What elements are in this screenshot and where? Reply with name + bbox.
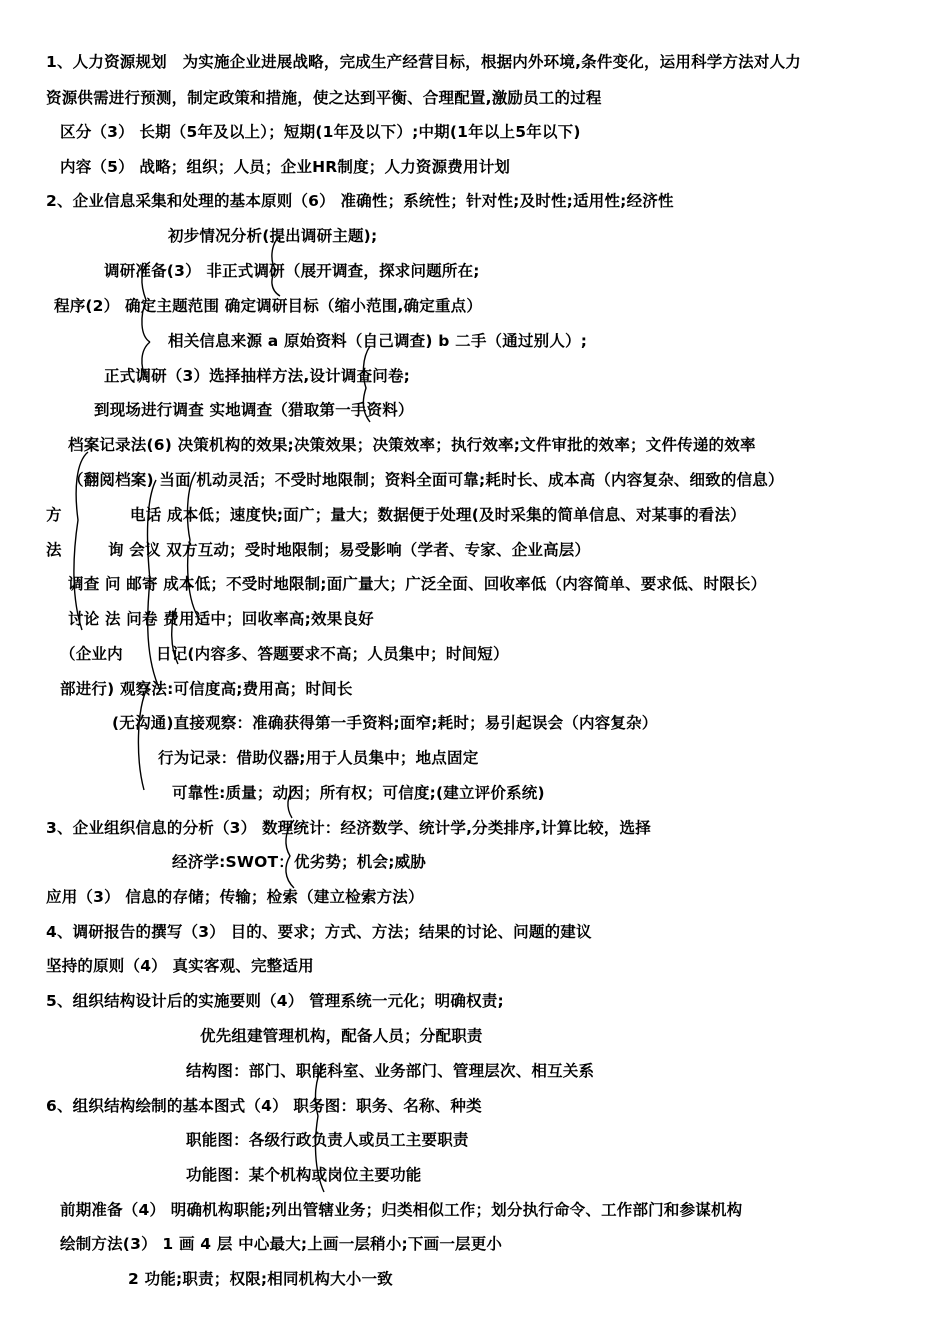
text-line: 内容（5） 战略；组织；人员；企业HR制度；人力资源费用计划 [60, 158, 511, 176]
text-line: 讨论 法 问卷 费用适中；回收率高;效果良好 [68, 610, 374, 628]
text-line: 资源供需进行预测，制定政策和措施，使之达到平衡、合理配置,激励员工的过程 [46, 89, 602, 107]
text-line: 可靠性:质量；动因；所有权；可信度;(建立评价系统) [172, 784, 545, 802]
text-line: 1、人力资源规划 为实施企业进展战略，完成生产经营目标，根据内外环境,条件变化，运用科学方法对人力 [46, 53, 801, 71]
text-line: 5、组织结构设计后的实施要则（4） 管理系统一元化；明确权责; [46, 992, 504, 1010]
text-line: 到现场进行调查 实地调查（猎取第一手资料） [94, 401, 414, 419]
text-line: 应用（3） 信息的存储；传输；检索（建立检索方法） [46, 888, 424, 906]
text-line: 坚持的原则（4） 真实客观、完整适用 [46, 957, 314, 975]
text-line: 优先组建管理机构，配备人员；分配职责 [200, 1027, 483, 1045]
text-line: 职能图：各级行政负责人或员工主要职责 [186, 1131, 469, 1149]
text-line: 区分（3） 长期（5年及以上）；短期(1年及以下）;中期(1年以上5年以下) [60, 123, 581, 141]
text-line: 4、调研报告的撰写（3） 目的、要求；方式、方法；结果的讨论、问题的建议 [46, 923, 592, 941]
text-line: 3、企业组织信息的分析（3） 数理统计：经济数学、统计学,分类排序,计算比较，选择 [46, 819, 651, 837]
text-line: 方 [46, 506, 62, 524]
text-line: 结构图：部门、职能科室、业务部门、管理层次、相互关系 [186, 1062, 595, 1080]
text-line: 询 会议 双方互动；受时地限制；易受影响（学者、专家、企业高层） [108, 541, 591, 559]
text-line: 初步情况分析(提出调研主题); [168, 227, 378, 245]
text-line: （翻阅档案) 当面 机动灵活；不受时地限制；资料全面可靠;耗时长、成本高（内容复杂、细致的信息） [68, 471, 784, 489]
text-line: 经济学:SWOT：优劣势；机会;威胁 [172, 853, 427, 871]
text-line: 6、组织结构绘制的基本图式（4） 职务图：职务、名称、种类 [46, 1097, 482, 1115]
text-line: 法 [46, 541, 62, 559]
text-line: 部进行) 观察法:可信度高;费用高；时间长 [60, 680, 353, 698]
text-line: 电话 成本低；速度快;面广；量大；数据便于处理(及时采集的简单信息、对某事的看法） [130, 506, 746, 524]
text-line: 日记(内容多、答题要求不高；人员集中；时间短） [156, 645, 509, 663]
text-line: 2、企业信息采集和处理的基本原则（6） 准确性；系统性；针对性;及时性;适用性;经济性 [46, 192, 674, 210]
text-line: 正式调研（3）选择抽样方法,设计调查问卷; [104, 367, 411, 385]
text-line: 调研准备(3） 非正式调研（展开调查，探求问题所在; [104, 262, 480, 280]
text-line: 绘制方法(3） 1 画 4 层 中心最大;上画一层稍小;下画一层更小 [60, 1235, 503, 1253]
text-line: （企业内 [60, 645, 123, 663]
text-line: 调查 问 邮寄 成本低；不受时地限制;面广量大；广泛全面、回收率低（内容简单、要求低、时限长） [68, 575, 767, 593]
text-line: 行为记录：借助仪器;用于人员集中；地点固定 [158, 749, 479, 767]
text-line: (无沟通)直接观察：准确获得第一手资料;面窄;耗时；易引起误会（内容复杂） [112, 714, 658, 732]
text-line: 前期准备（4） 明确机构职能;列出管辖业务；归类相似工作；划分执行命令、工作部门和参谋机构 [60, 1201, 743, 1219]
brace [138, 686, 148, 790]
text-line: 2 功能;职责；权限;相同机构大小一致 [128, 1270, 393, 1288]
text-line: 相关信息来源 a 原始资料（自己调查) b 二手（通过别人）; [168, 332, 588, 350]
text-line: 档案记录法(6) 决策机构的效果;决策效果；决策效率；执行效率;文件审批的效率；文件传递的效率 [68, 436, 756, 454]
text-line: 功能图：某个机构或岗位主要功能 [186, 1166, 422, 1184]
text-line: 程序(2） 确定主题范围 确定调研目标（缩小范围,确定重点） [54, 297, 483, 315]
